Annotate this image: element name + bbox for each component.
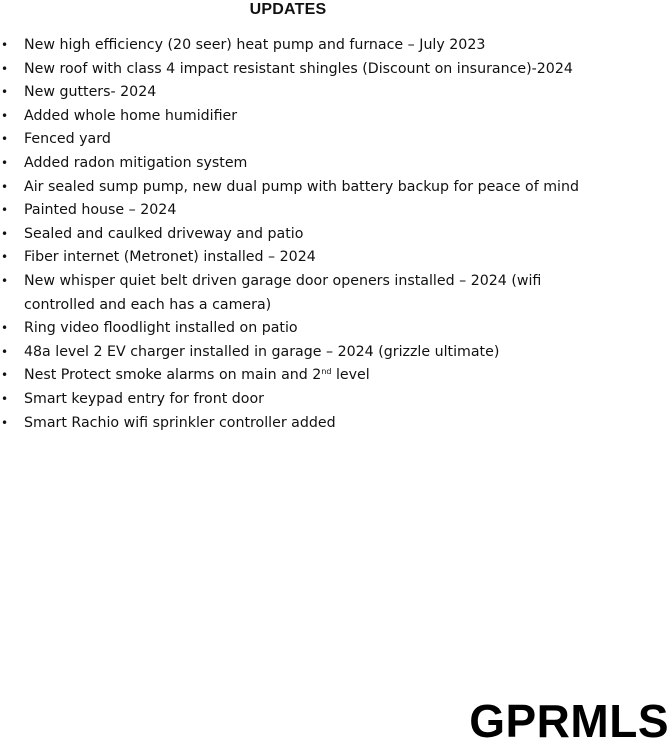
list-item-text: Ring video floodlight installed on patio: [24, 320, 298, 337]
list-item-text: Smart Rachio wifi sprinkler controller added: [24, 414, 336, 431]
bullet-icon: •: [1, 226, 9, 241]
list-item-text: New whisper quiet belt driven garage door openers installed – 2024 (wifi controlled and each has a camera): [24, 272, 542, 313]
bullet-icon: •: [1, 368, 9, 383]
bullet-icon: •: [1, 61, 9, 76]
list-item-text: Painted house – 2024: [24, 202, 177, 219]
bullet-icon: •: [1, 85, 9, 100]
bullet-icon: •: [1, 155, 9, 170]
page-title: UPDATES: [249, 1, 327, 18]
list-item: [0, 412, 600, 436]
list-item-text: New roof with class 4 impact resistant shingles (Discount on insurance)-2024: [24, 60, 573, 77]
list-item: [0, 176, 600, 200]
updates-list: [0, 34, 600, 435]
list-item: [0, 364, 600, 388]
list-item: [0, 105, 600, 129]
gprmls-logo: GPRMLS: [469, 695, 669, 747]
ordinal-superscript: nd: [321, 367, 332, 377]
list-item-text: 48a level 2 EV charger installed in garage – 2024 (grizzle ultimate): [24, 343, 500, 360]
list-item: [0, 388, 600, 412]
bullet-icon: •: [1, 179, 9, 194]
bullet-icon: •: [1, 391, 9, 406]
list-item: [0, 246, 600, 270]
list-item-text: Smart keypad entry for front door: [24, 390, 264, 407]
list-item-text: New gutters- 2024: [24, 84, 157, 101]
bullet-icon: •: [1, 273, 9, 288]
bullet-icon: •: [1, 132, 9, 147]
bullet-icon: •: [1, 203, 9, 218]
list-item-text: Sealed and caulked driveway and patio: [24, 225, 304, 242]
bullet-icon: •: [1, 38, 9, 52]
list-item: [0, 341, 600, 365]
list-item-text: Fenced yard: [24, 131, 111, 148]
list-item: [0, 317, 600, 341]
list-item-text: Fiber internet (Metronet) installed – 2024: [24, 249, 316, 266]
list-item-text: New high efficiency (20 seer) heat pump and furnace – July 2023: [24, 37, 486, 53]
bullet-icon: •: [1, 250, 9, 265]
list-item-text: Added radon mitigation system: [24, 154, 248, 171]
list-item: [0, 58, 600, 82]
list-item: [0, 199, 600, 223]
list-item-text-end: level: [331, 367, 370, 384]
list-item: [0, 81, 600, 105]
list-item: [0, 34, 600, 58]
bullet-icon: •: [1, 415, 9, 430]
list-item-text: Air sealed sump pump, new dual pump with battery backup for peace of mind: [24, 178, 579, 195]
list-item: [0, 128, 600, 152]
bullet-icon: •: [1, 321, 9, 336]
list-item: [0, 223, 600, 247]
list-item-text-start: Nest Protect smoke alarms on main and 2: [24, 367, 322, 384]
bullet-icon: •: [1, 344, 9, 359]
list-item: [0, 152, 600, 176]
list-item: [0, 270, 600, 317]
bullet-icon: •: [1, 108, 9, 123]
list-item-text: Added whole home humidifier: [24, 107, 238, 124]
